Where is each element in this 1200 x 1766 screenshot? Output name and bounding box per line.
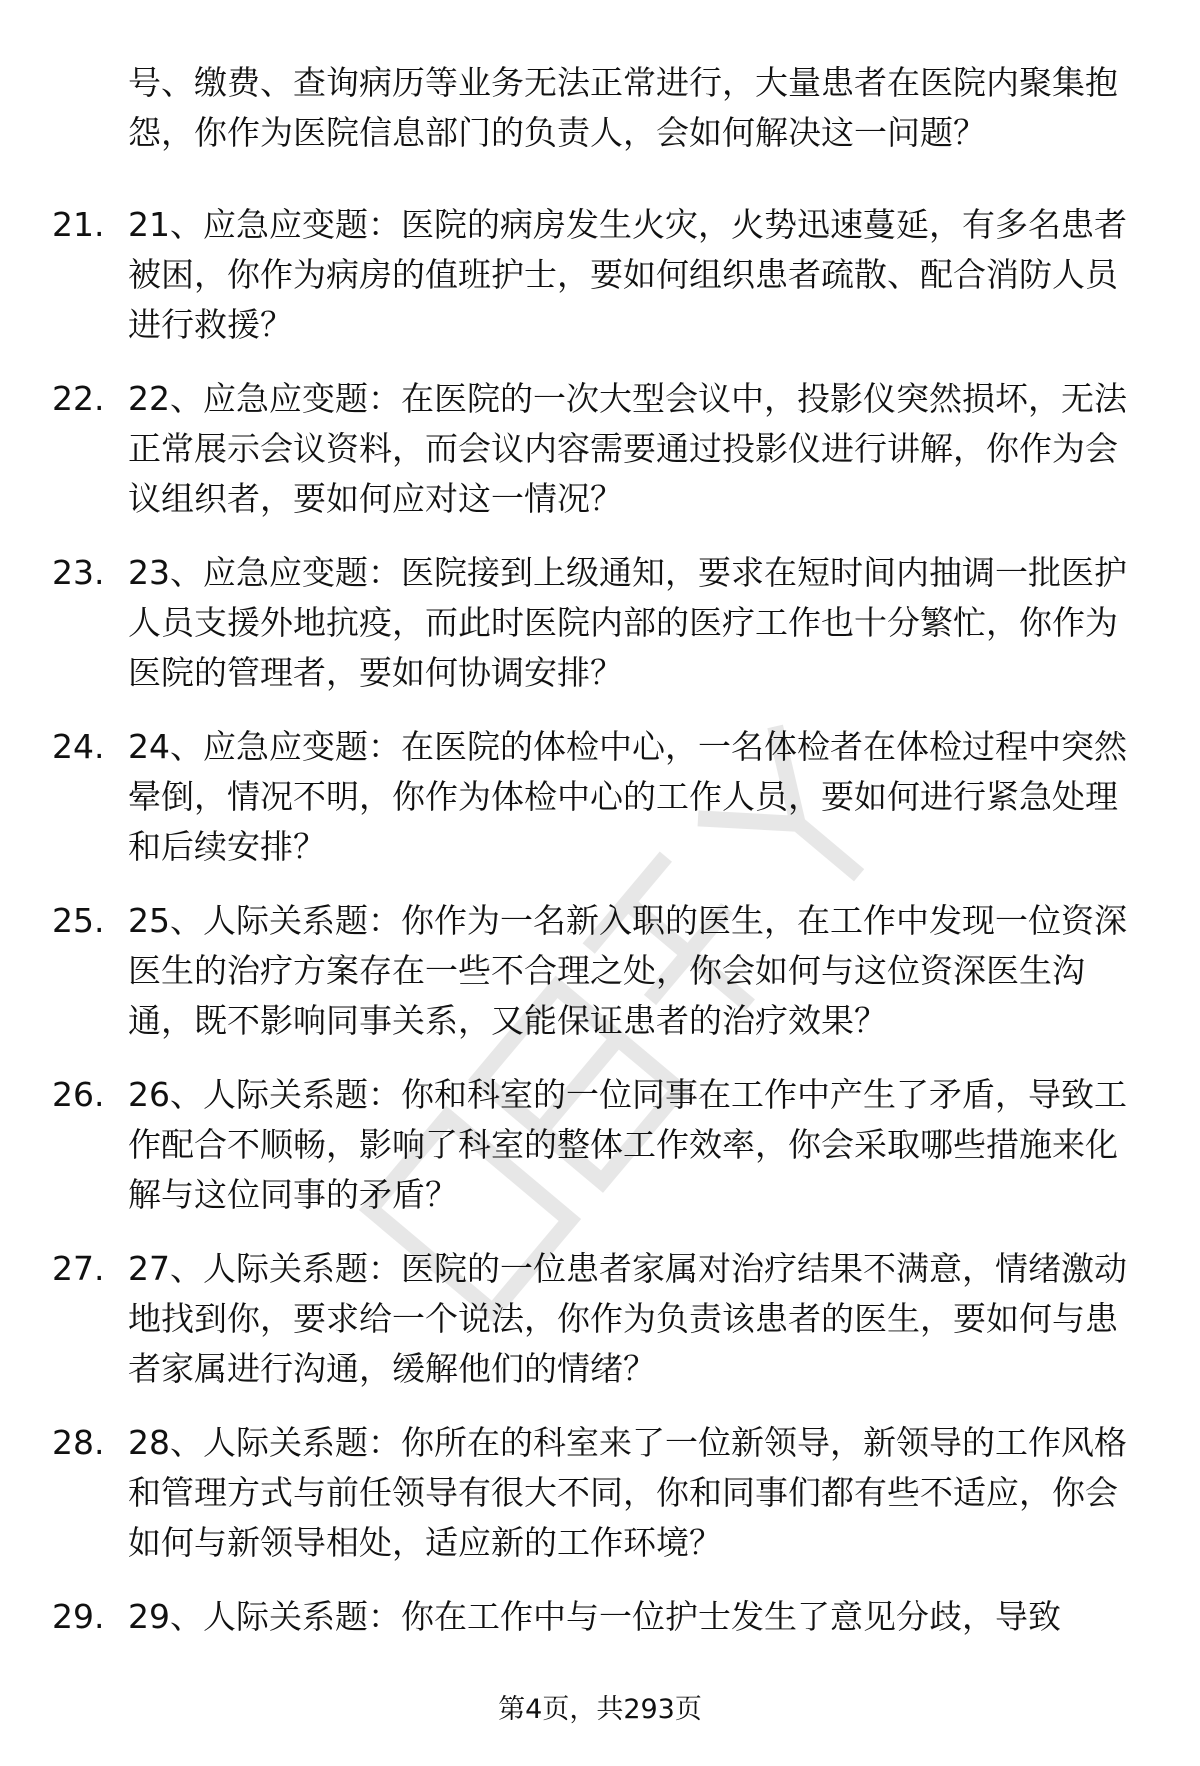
item-number: 21. (52, 205, 105, 244)
item-text: 23、应急应变题：医院接到上级通知，要求在短时间内抽调一批医护人员支援外地抗疫，而此时医院内部的医疗工作也十分繁忙，你作为医院的管理者，要如何协调安排？ (128, 553, 1127, 692)
item-number: 23. (52, 553, 105, 592)
item-text: 24、应急应变题：在医院的体检中心，一名体检者在体检过程中突然晕倒，情况不明，你作为体检中心的工作人员，要如何进行紧急处理和后续安排？ (128, 727, 1127, 866)
continuation-paragraph: 号、缴费、查询病历等业务无法正常进行，大量患者在医院内聚集抱怨，你作为医院信息部门的负责人，会如何解决这一问题？ (128, 63, 1118, 152)
item-text: 21、应急应变题：医院的病房发生火灾，火势迅速蔓延，有多名患者被困，你作为病房的值班护士，要如何组织患者疏散、配合消防人员进行救援？ (128, 205, 1127, 344)
list-item (0, 374, 1200, 548)
list-item (0, 1592, 1200, 1766)
list-item (0, 896, 1200, 1070)
item-number: 22. (52, 379, 105, 418)
list-item (0, 1418, 1200, 1592)
item-text: 27、人际关系题：医院的一位患者家属对治疗结果不满意，情绪激动地找到你，要求给一个说法，你作为负责该患者的医生，要如何与患者家属进行沟通，缓解他们的情绪？ (128, 1249, 1127, 1388)
list-item (0, 1070, 1200, 1244)
list-item (0, 1244, 1200, 1418)
item-number: 29. (52, 1597, 105, 1636)
item-text: 29、人际关系题：你在工作中与一位护士发生了意见分歧，导致 (128, 1597, 1061, 1636)
item-text: 25、人际关系题：你作为一名新入职的医生，在工作中发现一位资深医生的治疗方案存在一些不合理之处，你会如何与这位资深医生沟通，既不影响同事关系，又能保证患者的治疗效果？ (128, 901, 1127, 1040)
item-number: 28. (52, 1423, 105, 1462)
item-text: 28、人际关系题：你所在的科室来了一位新领导，新领导的工作风格和管理方式与前任领导有很大不同，你和同事们都有些不适应，你会如何与新领导相处，适应新的工作环境？ (128, 1423, 1127, 1562)
item-number: 27. (52, 1249, 105, 1288)
item-number: 25. (52, 901, 105, 940)
list-item (0, 200, 1200, 374)
item-number: 26. (52, 1075, 105, 1114)
item-text: 26、人际关系题：你和科室的一位同事在工作中产生了矛盾，导致工作配合不顺畅，影响了科室的整体工作效率，你会采取哪些措施来化解与这位同事的矛盾？ (128, 1075, 1127, 1214)
question-list (0, 200, 1200, 1766)
page-footer: 第4页，共293页 (498, 1694, 702, 1725)
list-item (0, 548, 1200, 722)
list-item (0, 722, 1200, 896)
item-text: 22、应急应变题：在医院的一次大型会议中，投影仪突然损坏，无法正常展示会议资料，而会议内容需要通过投影仪进行讲解，你作为会议组织者，要如何应对这一情况？ (128, 379, 1127, 518)
item-number: 24. (52, 727, 105, 766)
